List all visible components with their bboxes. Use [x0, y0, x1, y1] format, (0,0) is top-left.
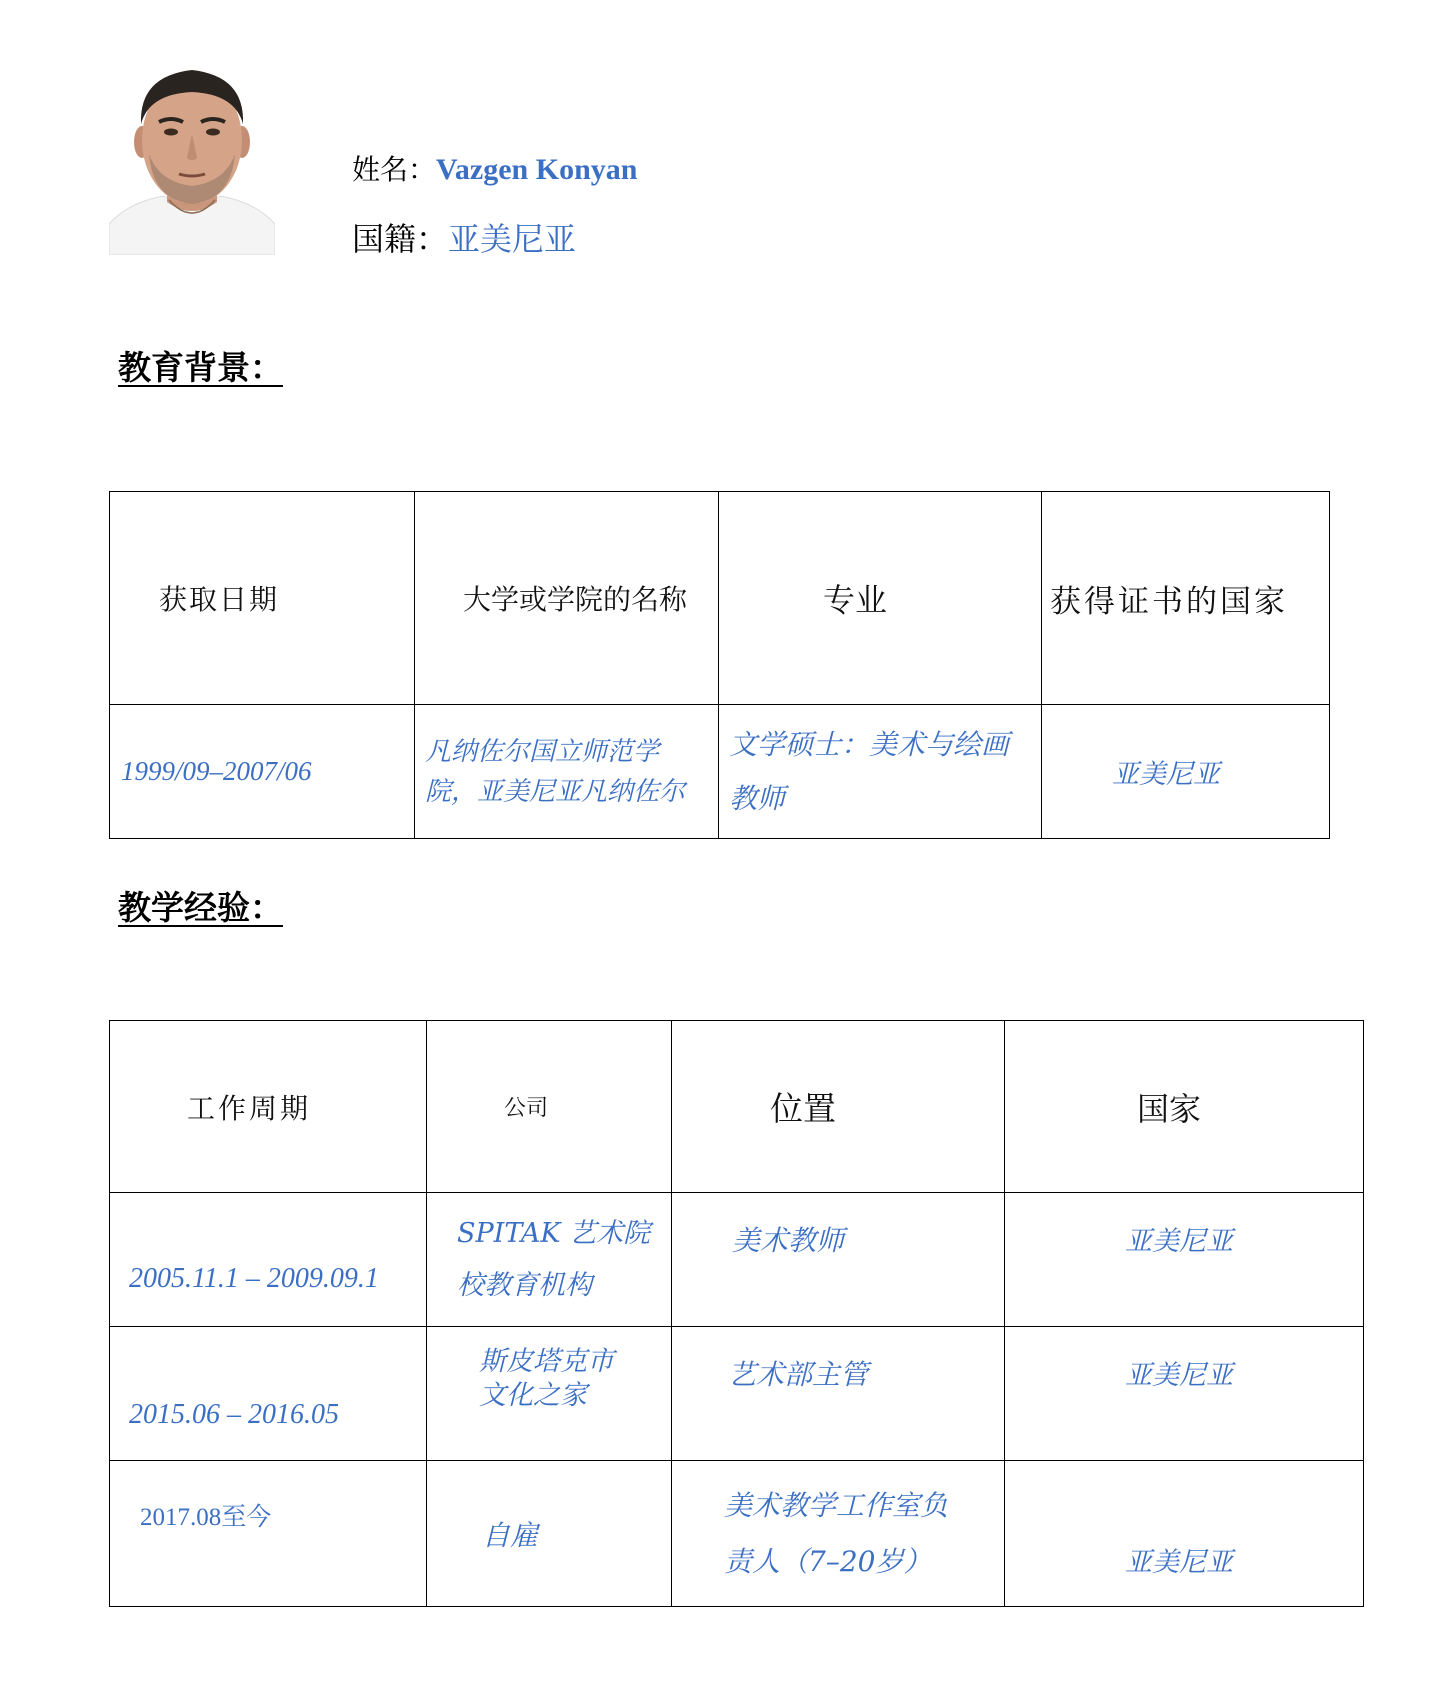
header-country-label: 国家	[1137, 1089, 1202, 1128]
table-row	[110, 1461, 1364, 1607]
header-cell-date	[110, 492, 415, 705]
nationality-value: 亚美尼亚	[448, 220, 577, 258]
edu-institution-cell	[415, 705, 719, 839]
nationality-row	[352, 214, 576, 260]
exp-company-cell	[427, 1461, 672, 1607]
table-header-row	[110, 1021, 1364, 1193]
exp-period: 2015.06 – 2016.05	[129, 1398, 339, 1430]
edu-date: 1999/09–2007/06	[121, 756, 312, 786]
edu-major-cell	[719, 705, 1042, 839]
header-period-label: 工作周期	[187, 1091, 312, 1125]
edu-country-cell	[1042, 705, 1330, 839]
exp-country-cell	[1005, 1193, 1364, 1327]
exp-period-cell	[110, 1461, 427, 1607]
experience-table	[109, 1020, 1364, 1607]
exp-position-cell	[672, 1193, 1005, 1327]
exp-company: 自雇	[482, 1518, 539, 1552]
name-label: 姓名：	[352, 153, 437, 186]
edu-major: 文学硕士：美术与绘画教师	[729, 727, 1010, 815]
table-row	[110, 705, 1330, 839]
edu-date-cell	[110, 705, 415, 839]
header-cell-company	[427, 1021, 672, 1193]
header-cell-institution	[415, 492, 719, 705]
exp-period: 2005.11.1 – 2009.09.1	[129, 1262, 379, 1294]
exp-position-cell	[672, 1327, 1005, 1461]
header-company-label: 公司	[504, 1096, 549, 1121]
header-cell-country	[1042, 492, 1330, 705]
exp-country: 亚美尼亚	[1125, 1547, 1233, 1578]
header-institution-label: 大学或学院的名称	[463, 583, 688, 616]
table-row	[110, 1193, 1364, 1327]
exp-company: 斯皮塔克市文化之家	[479, 1345, 614, 1411]
exp-period-cell	[110, 1193, 427, 1327]
exp-period-cell	[110, 1327, 427, 1461]
header-cell-country	[1005, 1021, 1364, 1193]
header-cell-major	[719, 492, 1042, 705]
profile-photo	[109, 54, 275, 255]
education-table	[109, 491, 1330, 839]
table-row	[110, 1327, 1364, 1461]
exp-company-cell	[427, 1193, 672, 1327]
exp-position: 美术教学工作室负责人（7–20岁）	[724, 1488, 949, 1578]
name-row	[352, 148, 637, 188]
exp-country: 亚美尼亚	[1125, 1360, 1233, 1391]
nationality-label: 国籍：	[352, 220, 449, 258]
header-date-label: 获取日期	[159, 583, 280, 616]
exp-company-cell	[427, 1327, 672, 1461]
edu-institution: 凡纳佐尔国立师范学院，亚美尼亚凡纳佐尔	[425, 736, 686, 807]
header-major-label: 专业	[823, 581, 888, 619]
exp-country-cell	[1005, 1461, 1364, 1607]
experience-heading: 教学经验：	[118, 888, 283, 927]
exp-position: 美术教师	[732, 1223, 845, 1257]
exp-position-cell	[672, 1461, 1005, 1607]
exp-country: 亚美尼亚	[1125, 1226, 1233, 1257]
edu-country: 亚美尼亚	[1112, 759, 1220, 790]
exp-country-cell	[1005, 1327, 1364, 1461]
table-header-row	[110, 492, 1330, 705]
header-position-label: 位置	[770, 1089, 836, 1128]
name-value: Vazgen Konyan	[436, 153, 638, 186]
education-heading: 教育背景：	[118, 348, 283, 387]
exp-company: SPITAK 艺术院校教育机构	[457, 1217, 651, 1301]
header-country-label: 获得证书的国家	[1050, 583, 1288, 620]
exp-period: 2017.08至今	[140, 1503, 272, 1531]
exp-position: 艺术部主管	[728, 1357, 869, 1391]
header-cell-period	[110, 1021, 427, 1193]
header-cell-position	[672, 1021, 1005, 1193]
